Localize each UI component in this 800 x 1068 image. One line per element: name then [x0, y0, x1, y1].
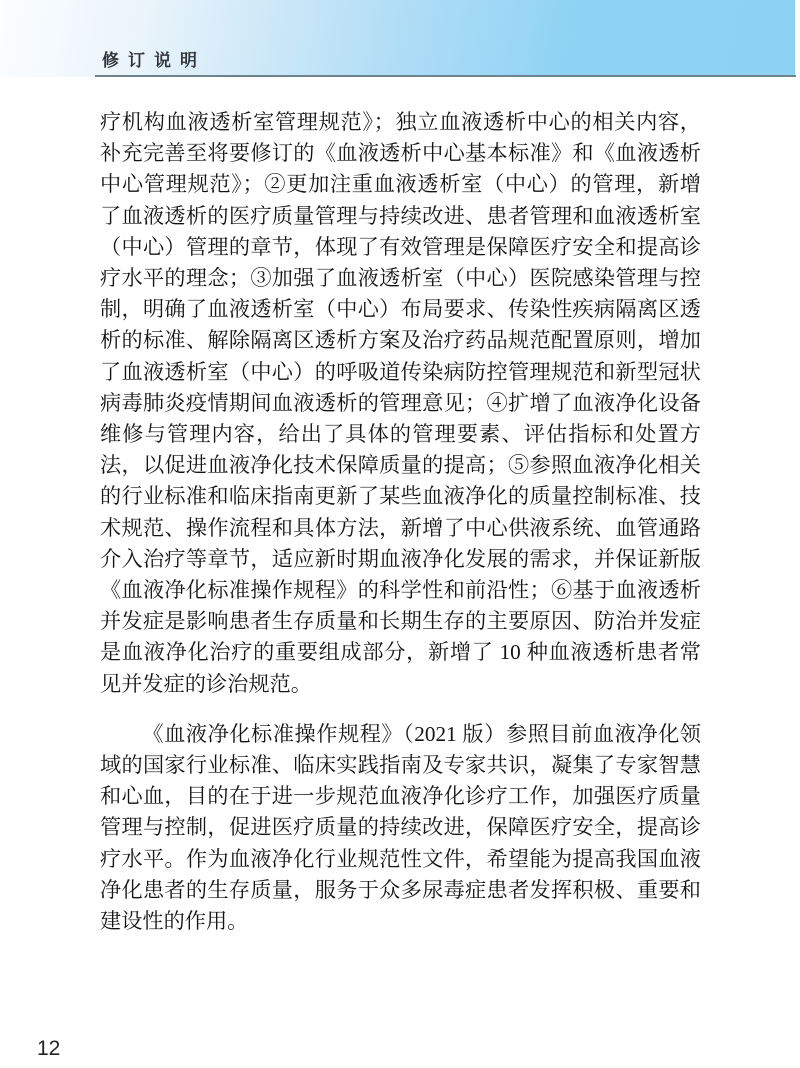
page-number: 12 [37, 1037, 61, 1060]
header-divider [95, 75, 796, 77]
body-text [100, 107, 701, 937]
paragraph: 疗机构血液透析室管理规范》；独立血液透析中心的相关内容，补充完善至将要修订的《血液透析中心基本标准》和《血液透析中心管理规范》；②更加注重血液透析室（中心）的管理，新增了血液透析的医疗质量管理与持续改进、患者管理和血液透析室（中心）管理的章节，体现了有效管理是保障医疗安全和提高诊疗水平的理念；③加强了血液透析室（中心）医院感染管理与控制，明确了血液透析室（中心）布局要求、传染性疾病隔离区透析的标准、解除隔离区透析方案及治疗药品规范配置原则，增加了血液透析室（中心）的呼吸道传染病防控管理规范和新型冠状病毒肺炎疫情期间血液透析的管理意见；④扩增了血液净化设备维修与管理内容，给出了具体的管理要素、评估指标和处置方法，以促进血液净化技术保障质量的提高；⑤参照血液净化相关的行业标准和临床指南更新了某些血液净化的质量控制标准、技术规范、操作流程和具体方法，新增了中心供液系统、血管通路介入治疗等章节，适应新时期血液净化发展的需求，并保证新版《血液净化标准操作规程》的科学性和前沿性；⑥基于血液透析并发症是影响患者生存质量和长期生存的主要原因、防治并发症是血液净化治疗的重要组成部分，新增了 10 种血液透析患者常见并发症的诊治规范。 [100, 110, 701, 696]
paragraph: 《血液净化标准操作规程》（2021 版）参照目前血液净化领域的国家行业标准、临床实践指南及专家共识，凝集了专家智慧和心血，目的在于进一步规范血液净化诊疗工作，加强医疗质量管理与控制，促进医疗质量的持续改进，保障医疗安全，提高诊疗水平。作为血液净化行业规范性文件，希望能为提高我国血液净化患者的生存质量，服务于众多尿毒症患者发挥积极、重要和建设性的作用。 [100, 721, 701, 934]
section-title: 修订说明 [102, 51, 206, 70]
